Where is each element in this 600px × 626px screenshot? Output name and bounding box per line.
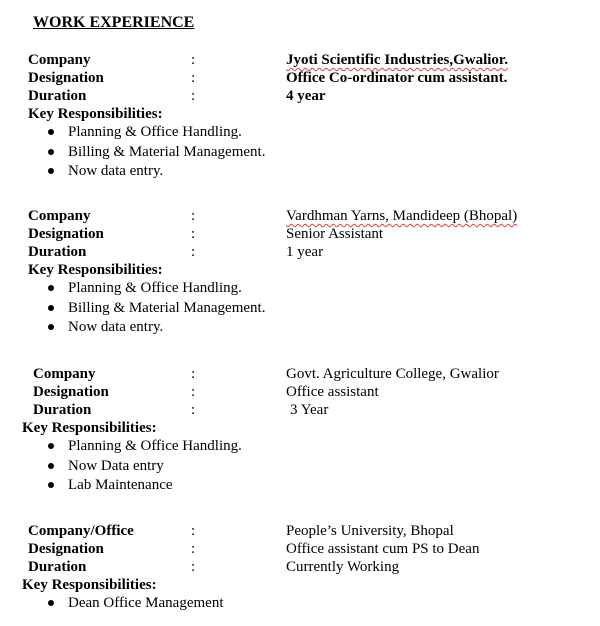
bullet-icon	[48, 600, 54, 606]
responsibility-list	[0, 594, 600, 614]
colon: :	[191, 88, 196, 104]
designation-value: Office Co-ordinator cum assistant.	[286, 70, 508, 86]
colon: :	[191, 523, 196, 539]
company-value: Vardhman Yarns, Mandideep (Bhopal)	[286, 208, 518, 224]
duration-row	[0, 243, 600, 261]
duration-label: Duration	[33, 402, 92, 418]
colon: :	[191, 226, 196, 242]
colon: :	[191, 366, 196, 382]
key-responsibilities-label: Key Responsibilities:	[28, 262, 163, 278]
designation-row	[0, 540, 600, 558]
bullet-icon	[48, 324, 54, 330]
list-item: Planning & Office Handling.	[0, 123, 600, 143]
colon: :	[191, 70, 196, 86]
company-row	[0, 207, 600, 225]
designation-label: Designation	[33, 384, 109, 400]
designation-row	[0, 383, 600, 401]
duration-label: Duration	[28, 559, 87, 575]
list-item: Dean Office Management	[0, 594, 600, 614]
colon: :	[191, 541, 196, 557]
list-item: Planning & Office Handling.	[0, 437, 600, 457]
company-label: Company	[28, 208, 91, 224]
duration-value: 1 year	[286, 244, 324, 260]
company-row	[0, 51, 600, 69]
designation-row	[0, 225, 600, 243]
colon: :	[191, 208, 196, 224]
key-responsibilities-label: Key Responsibilities:	[22, 577, 157, 593]
company-row	[0, 522, 600, 540]
bullet-icon	[48, 129, 54, 135]
company-value: Govt. Agriculture College, Gwalior	[286, 366, 499, 382]
duration-label: Duration	[28, 88, 87, 104]
colon: :	[191, 244, 196, 260]
colon: :	[191, 52, 196, 68]
bullet-icon	[48, 168, 54, 174]
colon: :	[191, 384, 196, 400]
experience-entry	[0, 365, 600, 496]
colon: :	[191, 559, 196, 575]
list-item: Now data entry.	[0, 318, 600, 338]
company-value: Jyoti Scientific Industries,Gwalior.	[286, 52, 508, 68]
section-heading: WORK EXPERIENCE	[33, 14, 195, 31]
designation-value: Office assistant	[286, 384, 379, 400]
responsibility-list	[0, 123, 600, 182]
experience-entry	[0, 522, 600, 614]
bullet-icon	[48, 285, 54, 291]
designation-label: Designation	[28, 541, 104, 557]
duration-label: Duration	[28, 244, 87, 260]
responsibility-list	[0, 437, 600, 496]
colon: :	[191, 402, 196, 418]
key-responsibilities-label: Key Responsibilities:	[22, 420, 157, 436]
designation-value: Senior Assistant	[286, 226, 384, 242]
duration-value: 3 Year	[290, 402, 329, 418]
company-row	[0, 365, 600, 383]
bullet-icon	[48, 463, 54, 469]
bullet-icon	[48, 482, 54, 488]
designation-label: Designation	[28, 70, 104, 86]
list-item: Now data entry.	[0, 162, 600, 182]
designation-value: Office assistant cum PS to Dean	[286, 541, 480, 557]
list-item: Planning & Office Handling.	[0, 279, 600, 299]
list-item: Billing & Material Management.	[0, 143, 600, 163]
bullet-icon	[48, 149, 54, 155]
duration-row	[0, 87, 600, 105]
experience-entry	[0, 207, 600, 338]
company-label: Company	[28, 52, 91, 68]
duration-row	[0, 558, 600, 576]
key-responsibilities-label: Key Responsibilities:	[28, 106, 163, 122]
company-value: People’s University, Bhopal	[286, 523, 454, 539]
duration-value: Currently Working	[286, 559, 400, 575]
bullet-icon	[48, 305, 54, 311]
list-item: Now Data entry	[0, 457, 600, 477]
designation-label: Designation	[28, 226, 104, 242]
bullet-icon	[48, 443, 54, 449]
list-item: Lab Maintenance	[0, 476, 600, 496]
designation-row	[0, 69, 600, 87]
company-label: Company/Office	[28, 523, 134, 539]
duration-row	[0, 401, 600, 419]
company-label: Company	[33, 366, 96, 382]
experience-entry	[0, 51, 600, 182]
list-item: Billing & Material Management.	[0, 299, 600, 319]
responsibility-list	[0, 279, 600, 338]
duration-value: 4 year	[286, 88, 326, 104]
